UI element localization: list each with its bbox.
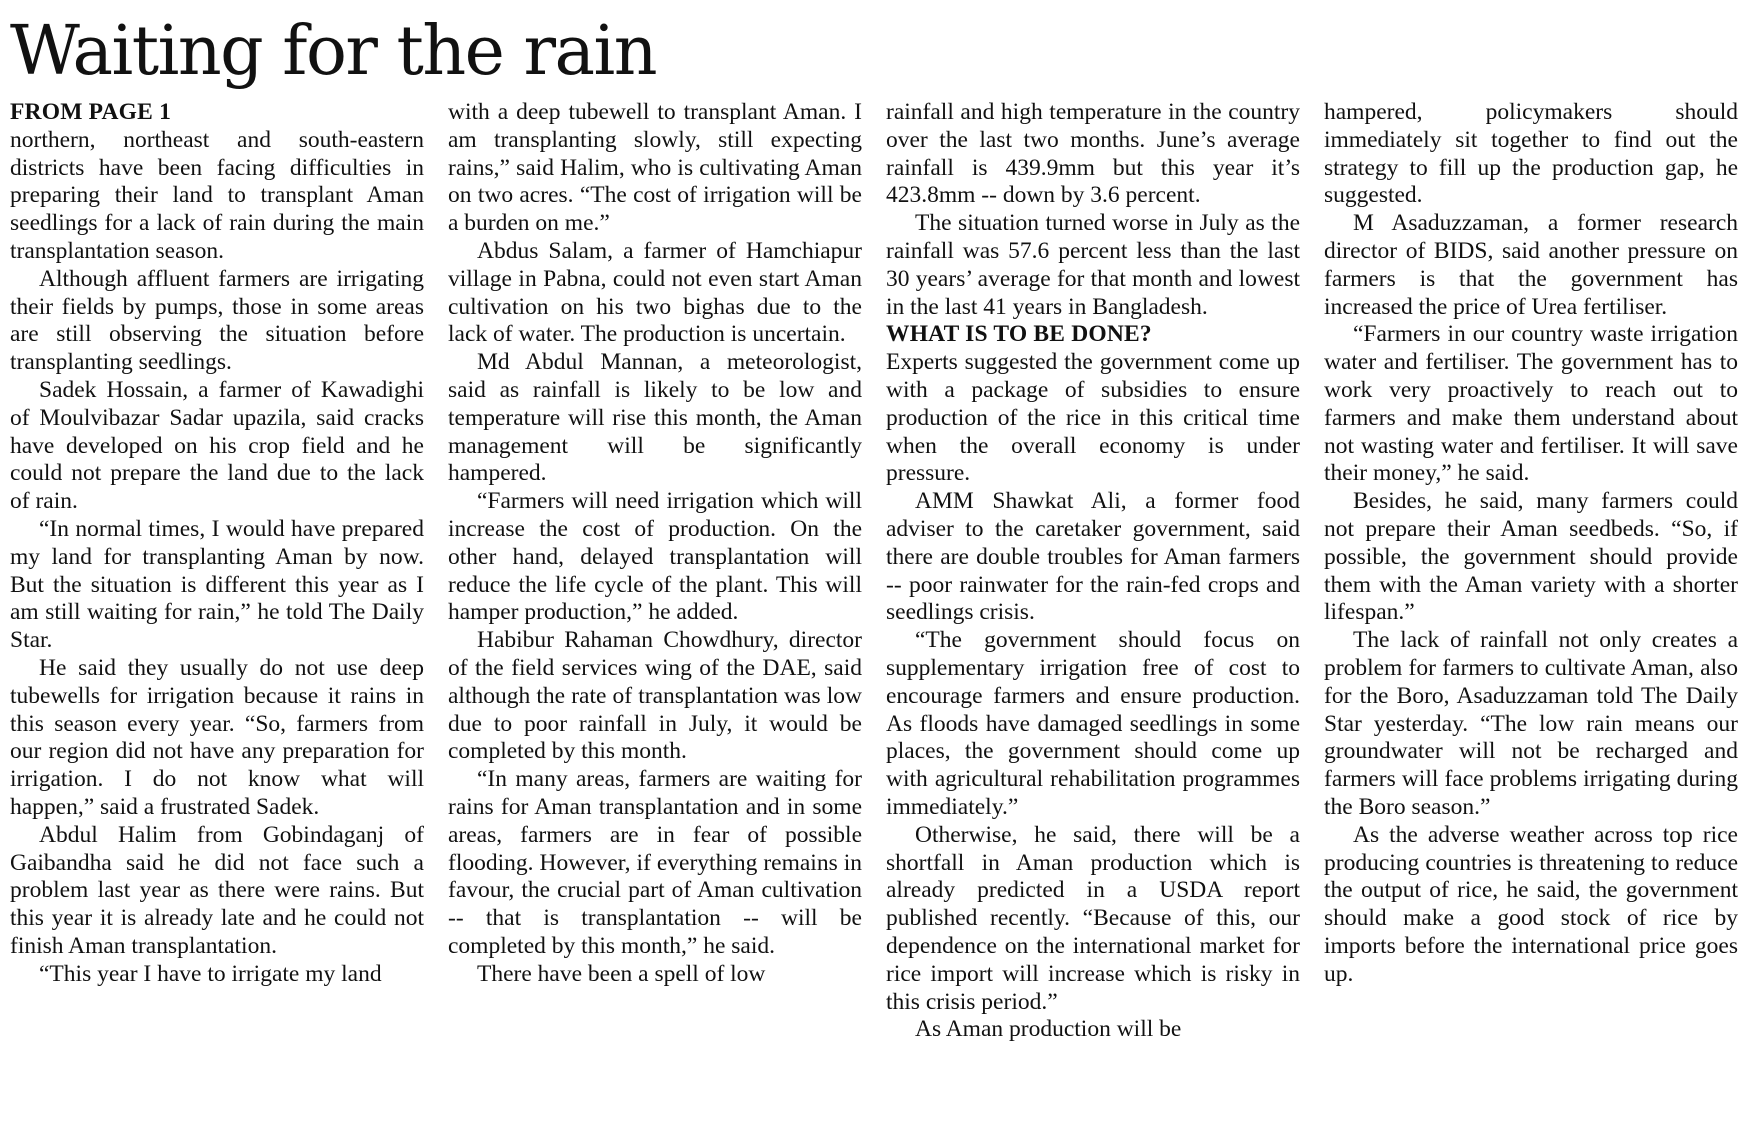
subhead-what-is-to-be-done: WHAT IS TO BE DONE?	[886, 321, 1152, 348]
paragraph: Otherwise, he said, there will be a shortfall in Aman production which is already predicted in a USDA report published recently. “Because of this, our dependence on the international market for rice import will increase which is risky in this crisis period.”	[886, 821, 1300, 1015]
paragraph: “Farmers will need irrigation which will increase the cost of production. On the other hand, delayed transplantation will reduce the life cycle of the plant. This will hamper production,” he added.	[448, 488, 862, 626]
paragraph: “In many areas, farmers are waiting for rains for Aman transplantation and in some areas, farmers are in fear of possible flooding. However, if everything remains in favour, the crucial part of Aman cultivation -- that is transplantation -- will be completed by this month,” he said.	[448, 766, 862, 959]
paragraph: There have been a spell of low	[477, 960, 766, 987]
kicker-from-page-1: FROM PAGE 1	[10, 99, 172, 125]
paragraph: Habibur Rahaman Chowdhury, director of the field services wing of the DAE, said although the rate of transplantation was low due to poor rainfall in July, it would be completed by this month.	[448, 627, 862, 765]
headline: Waiting for the rain	[10, 12, 657, 91]
paragraph: As the adverse weather across top rice producing countries is threatening to reduce the output of rice, he said, the government should make a good stock of rice by imports before the international price goes up.	[1324, 821, 1738, 987]
paragraph: hampered, policymakers should immediately sit together to find out the strategy to fill up the production gap, he suggested.	[1324, 99, 1738, 209]
paragraph: Sadek Hossain, a farmer of Kawadighi of Moulvibazar Sadar upazila, said cracks have developed on his crop field and he could not prepare the land due to the lack of rain.	[10, 376, 424, 515]
paragraph: The situation turned worse in July as the rainfall was 57.6 percent less than the last 30 years’ average for that month and lowest in the last 41 years in Bangladesh.	[886, 210, 1300, 320]
paragraph: “Farmers in our country waste irrigation water and fertiliser. The government has to work very proactively to reach out to farmers and make them understand about not wasting water and fertiliser. It will save their money,” he said.	[1324, 321, 1738, 487]
paragraph: with a deep tubewell to transplant Aman. I am transplanting slowly, still expecting rains,” said Halim, who is cultivating Aman on two acres. “The cost of irrigation will be a burden on me.”	[448, 99, 862, 237]
column-4	[1324, 99, 1738, 1139]
column-2	[448, 99, 862, 1139]
paragraph: Abdul Halim from Gobindaganj of Gaibandha said he did not face such a problem last year as there were rains. But this year it is already late and he could not finish Aman transplantation.	[10, 821, 424, 959]
paragraph: Besides, he said, many farmers could not prepare their Aman seedbeds. “So, if possible, the government should provide them with the Aman variety with a shorter lifespan.”	[1324, 488, 1738, 626]
paragraph: “The government should focus on supplementary irrigation free of cost to encourage farmers and ensure production. As floods have damaged seedlings in some places, the government should come up with agricultural rehabilitation programmes immediately.”	[886, 627, 1300, 820]
paragraph: “This year I have to irrigate my land	[39, 960, 382, 987]
paragraph: The lack of rainfall not only creates a problem for farmers to cultivate Aman, also for the Boro, Asaduzzaman told The Daily Star yesterday. “The low rain means our groundwater will not be recharged and farmers will face problems irrigating during the Boro season.”	[1324, 627, 1738, 820]
column-3	[886, 99, 1300, 1139]
paragraph: He said they usually do not use deep tubewells for irrigation because it rains in this season every year. “So, farmers from our region did not have any preparation for irrigation. I do not know what will happen,” said a frustrated Sadek.	[10, 654, 424, 820]
paragraph: M Asaduzzaman, a former research director of BIDS, said another pressure on farmers is that the government has increased the price of Urea fertiliser.	[1324, 210, 1738, 320]
paragraph: northern, northeast and south-eastern districts have been facing difficulties in preparing their land to transplant Aman seedlings for a lack of rain during the main transplantation season.	[10, 126, 424, 264]
paragraph: As Aman production will be	[915, 1016, 1182, 1043]
article-body	[10, 99, 1736, 1139]
column-1	[10, 99, 424, 1139]
paragraph: Abdus Salam, a farmer of Hamchiapur village in Pabna, could not even start Aman cultivation on his two bighas due to the lack of water. The production is uncertain.	[448, 237, 862, 348]
paragraph: “In normal times, I would have prepared my land for transplanting Aman by now. But the situation is different this year as I am still waiting for rain,” he told The Daily Star.	[10, 515, 424, 654]
paragraph: Md Abdul Mannan, a meteorologist, said as rainfall is likely to be low and temperature will rise this month, the Aman management will be significantly hampered.	[448, 349, 862, 487]
paragraph: Although affluent farmers are irrigating their fields by pumps, those in some areas are still observing the situation before transplanting seedlings.	[10, 265, 424, 376]
paragraph: AMM Shawkat Ali, a former food adviser to the caretaker government, said there are double troubles for Aman farmers -- poor rainwater for the rain-fed crops and seedlings crisis.	[886, 488, 1300, 626]
paragraph: rainfall and high temperature in the country over the last two months. June’s average rainfall is 439.9mm but this year it’s 423.8mm -- down by 3.6 percent.	[886, 99, 1300, 209]
paragraph: Experts suggested the government come up with a package of subsidies to ensure production of the rice in this critical time when the overall economy is under pressure.	[886, 349, 1300, 487]
